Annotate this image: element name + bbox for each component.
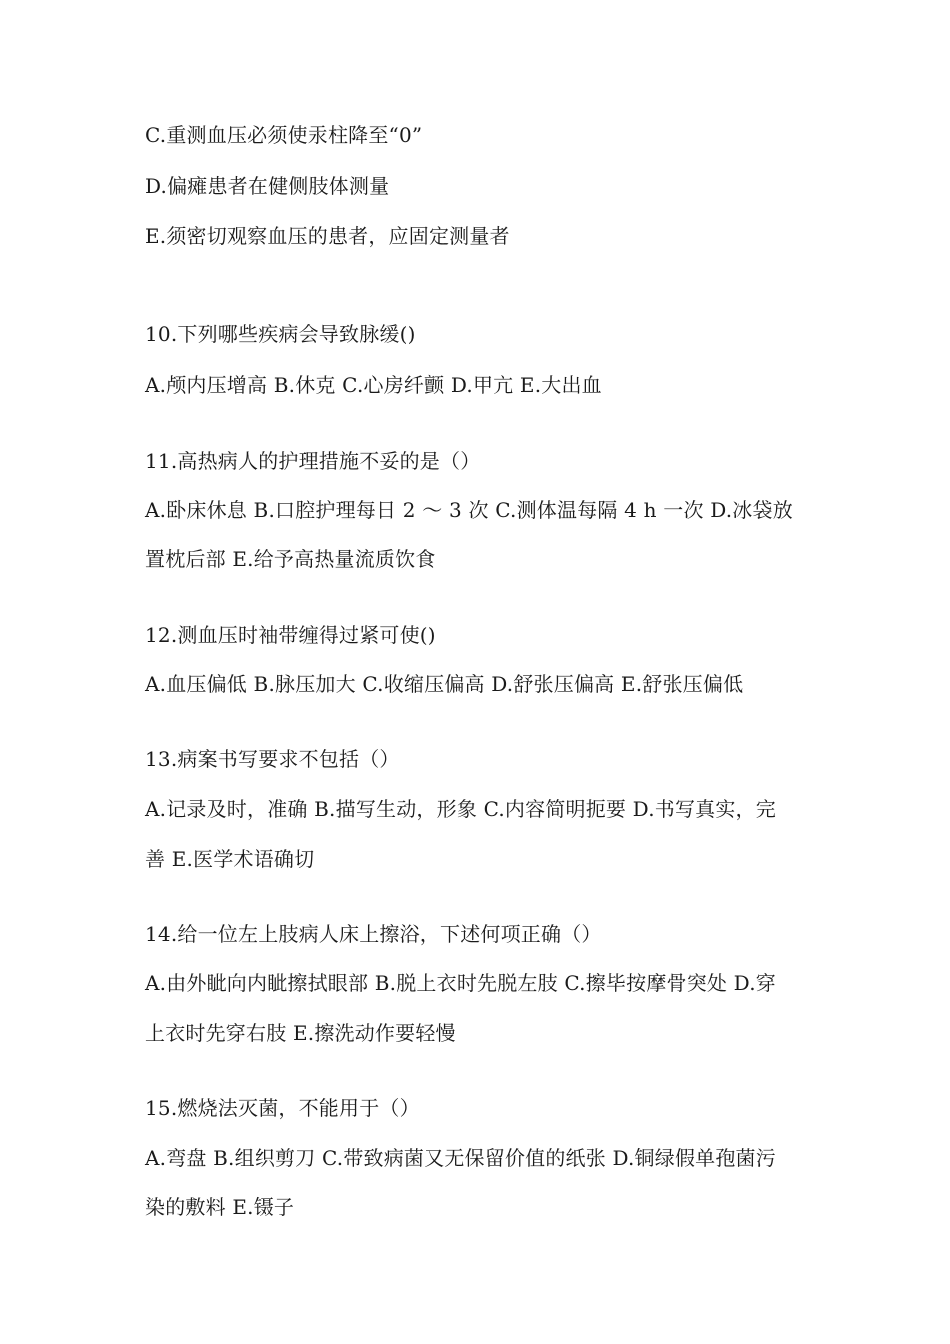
options-15-line1: A.弯盘 B.组织剪刀 C.带致病菌又无保留价值的纸张 D.铜绿假单孢菌污 <box>145 1146 776 1170</box>
question-13: 13.病案书写要求不包括（） <box>145 747 400 771</box>
options-11-line1: A.卧床休息 B.口腔护理每日 2 ～ 3 次 C.测体温每隔 4 h 一次 D.冰袋放 <box>145 498 793 522</box>
options-15-line2: 染的敷料 E.镊子 <box>145 1195 295 1219</box>
option-9e: E.须密切观察血压的患者，应固定测量者 <box>145 224 510 248</box>
question-11: 11.高热病人的护理措施不妥的是（） <box>145 449 481 473</box>
option-9c: C.重测血压必须使汞柱降至“0” <box>145 123 423 147</box>
options-10: A.颅内压增高 B.休克 C.心房纤颤 D.甲亢 E.大出血 <box>145 373 602 397</box>
question-15: 15.燃烧法灭菌，不能用于（） <box>145 1096 420 1120</box>
options-13-line2: 善 E.医学术语确切 <box>145 847 315 871</box>
question-12: 12.测血压时袖带缠得过紧可使() <box>145 623 436 647</box>
question-10: 10.下列哪些疾病会导致脉缓() <box>145 322 416 346</box>
question-14: 14.给一位左上肢病人床上擦浴，下述何项正确（） <box>145 922 602 946</box>
options-14-line2: 上衣时先穿右肢 E.擦洗动作要轻慢 <box>145 1021 456 1045</box>
options-13-line1: A.记录及时，准确 B.描写生动，形象 C.内容简明扼要 D.书写真实，完 <box>145 797 776 821</box>
options-14-line1: A.由外眦向内眦擦拭眼部 B.脱上衣时先脱左肢 C.擦毕按摩骨突处 D.穿 <box>145 971 776 995</box>
options-11-line2: 置枕后部 E.给予高热量流质饮食 <box>145 547 436 571</box>
options-12: A.血压偏低 B.脉压加大 C.收缩压偏高 D.舒张压偏高 E.舒张压偏低 <box>145 672 744 696</box>
option-9d: D.偏瘫患者在健侧肢体测量 <box>145 174 390 198</box>
